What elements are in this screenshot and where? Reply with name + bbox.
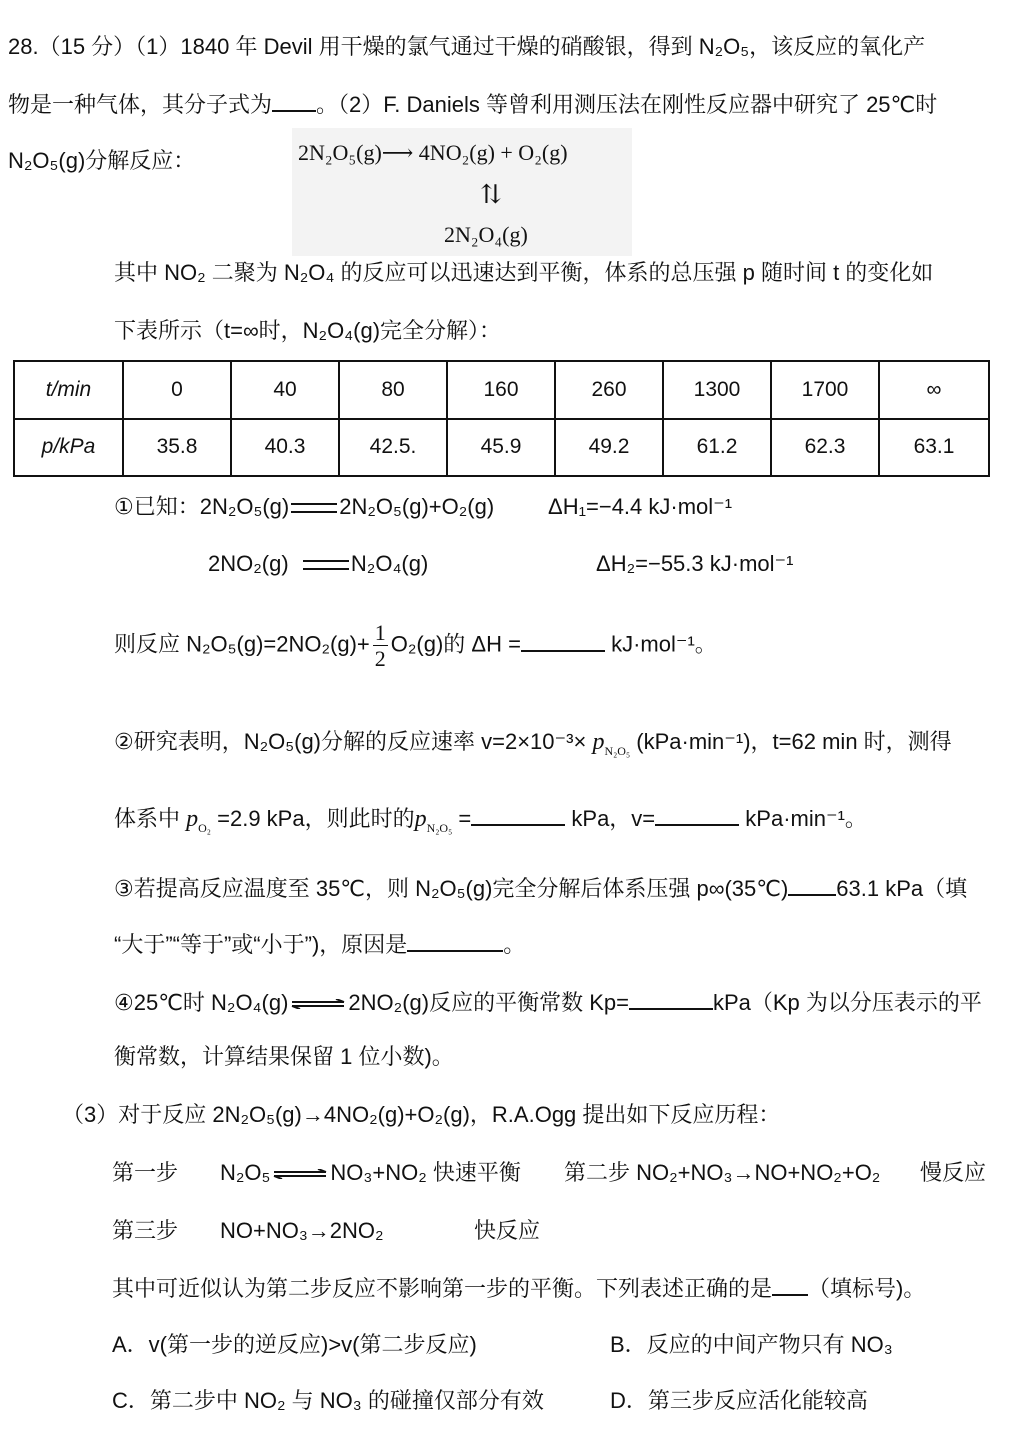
part2-line-1-b: (kPa·min⁻¹)，t=62 min 时，测得 bbox=[636, 729, 952, 754]
part2-line-2-a: 体系中 bbox=[114, 806, 181, 831]
step1-equation bbox=[220, 1162, 521, 1184]
p-n2o5-blank bbox=[471, 806, 565, 826]
table-header-time: t/min bbox=[14, 361, 123, 419]
reaction-scheme bbox=[292, 128, 632, 256]
table-cell: 260 bbox=[555, 361, 663, 419]
equals-double-line bbox=[291, 503, 337, 513]
table-cell: 40 bbox=[231, 361, 339, 419]
part2-line-2-d: kPa，v= bbox=[571, 806, 656, 831]
option-d: D．第三步反应活化能较高 bbox=[610, 1388, 868, 1413]
step3-equation: NO+NO₃→2NO₂ bbox=[220, 1218, 384, 1243]
step3-rate: 快反应 bbox=[474, 1218, 541, 1243]
kp-blank bbox=[629, 990, 713, 1010]
part4-line-1-c: kPa（Kp 为以分压表示的平 bbox=[712, 990, 982, 1015]
part3-line-2-a: “大于”“等于”或“小于”)，原因是 bbox=[114, 932, 408, 957]
then-b: O₂(g)的 ΔH = bbox=[390, 631, 521, 657]
table-cell: 49.2 bbox=[555, 419, 663, 477]
table-cell: 1700 bbox=[771, 361, 879, 419]
part2-line-2 bbox=[114, 806, 867, 835]
pressure-time-table bbox=[13, 360, 990, 477]
equilibrium-arrow-icon bbox=[272, 1169, 328, 1179]
part2-line-1-a: ②研究表明，N₂O₅(g)分解的反应速率 v=2×10⁻³× bbox=[114, 729, 587, 754]
formula-answer-blank bbox=[272, 92, 316, 112]
table-row-pressure bbox=[14, 419, 989, 477]
table-cell: 0 bbox=[123, 361, 231, 419]
part4-line-1 bbox=[114, 990, 982, 1014]
intro-line-1: 其中 NO₂ 二聚为 N₂O₄ 的反应可以迅速达到平衡，体系的总压强 p 随时间 t 的变化如 bbox=[114, 260, 934, 285]
step2-rate: 慢反应 bbox=[920, 1160, 987, 1185]
scheme-bottom: 2N₂O₄(g) bbox=[444, 222, 528, 247]
delta-h1: ΔH₁=−4.4 kJ·mol⁻¹ bbox=[548, 494, 733, 519]
part4-line-1-b: 2NO₂(g)反应的平衡常数 Kp= bbox=[348, 990, 629, 1015]
then-a: 则反应 N₂O₅(g)=2NO₂(g)+ bbox=[114, 631, 370, 657]
part1-line-2 bbox=[208, 553, 428, 575]
p-n2o5-symbol: $p_{N_2O_5}$ bbox=[414, 806, 453, 835]
delta-h-blank bbox=[521, 632, 605, 652]
question-line-2-b: 。（2）F. Daniels 等曾利用测压法在刚性反应器中研究了 25℃时 bbox=[316, 92, 938, 117]
table-cell: 61.2 bbox=[663, 419, 771, 477]
p-o2-symbol: $p_{O_2}$ bbox=[186, 806, 211, 835]
question-line-2 bbox=[8, 92, 937, 116]
step1-a: N₂O₅ bbox=[220, 1160, 271, 1185]
part4-line-2: 衡常数，计算结果保留 1 位小数)。 bbox=[114, 1044, 454, 1069]
part2-line-2-e: kPa·min⁻¹。 bbox=[745, 806, 867, 831]
table-cell: 40.3 bbox=[231, 419, 339, 477]
table-row-time bbox=[14, 361, 989, 419]
intro-line-2: 下表所示（t=∞时，N₂O₄(g)完全分解）： bbox=[114, 318, 502, 343]
part3-line-2 bbox=[114, 932, 525, 956]
table-cell: ∞ bbox=[879, 361, 989, 419]
part1-line-1 bbox=[114, 496, 494, 518]
delta-h2: ΔH₂=−55.3 kJ·mol⁻¹ bbox=[596, 551, 794, 576]
question-line-1: 28.（15 分）（1）1840 年 Devil 用干燥的氯气通过干燥的硝酸银，得到 N₂O₅，该反应的氧化产 bbox=[8, 34, 926, 59]
eq2-rhs: N₂O₄(g) bbox=[350, 551, 429, 576]
part4-line-1-a: ④25℃时 N₂O₄(g) bbox=[114, 990, 289, 1015]
table-cell: 1300 bbox=[663, 361, 771, 419]
option-b: B．反应的中间产物只有 NO₃ bbox=[610, 1332, 893, 1357]
compare-blank bbox=[788, 876, 836, 896]
question-line-3: N₂O₅(g)分解反应： bbox=[8, 148, 196, 173]
option-a: A．v(第一步的逆反应)>v(第二步反应) bbox=[112, 1332, 477, 1357]
table-cell: 80 bbox=[339, 361, 447, 419]
part-3-note bbox=[112, 1276, 925, 1300]
choice-blank bbox=[772, 1276, 808, 1296]
note-b: （填标号)。 bbox=[808, 1276, 926, 1301]
table-header-pressure: p/kPa bbox=[14, 419, 123, 477]
step1-b: NO₃+NO₂ 快速平衡 bbox=[330, 1160, 521, 1185]
table-cell: 63.1 bbox=[879, 419, 989, 477]
reason-blank bbox=[407, 932, 503, 952]
part3-line-1-b: 63.1 kPa（填 bbox=[836, 876, 968, 901]
question-line-2-a: 物是一种气体，其分子式为 bbox=[8, 92, 273, 117]
one-half-fraction: $\frac{1}{2}$ bbox=[374, 620, 386, 672]
table-cell: 45.9 bbox=[447, 419, 555, 477]
part2-line-2-c: = bbox=[458, 806, 472, 831]
part2-line-1 bbox=[114, 729, 952, 758]
part1-rhs: 2N₂O₅(g)+O₂(g) bbox=[339, 494, 495, 519]
p-n2o5-symbol: $p_{N_2O_5}$ bbox=[592, 729, 631, 758]
table-cell: 35.8 bbox=[123, 419, 231, 477]
part3-line-1-a: ③若提高反应温度至 35℃，则 N₂O₅(g)完全分解后体系压强 p∞(35℃) bbox=[114, 876, 789, 901]
scheme-equilibrium-arrows: ⇅ bbox=[480, 180, 502, 209]
equilibrium-arrow-icon bbox=[290, 999, 346, 1009]
then-c: kJ·mol⁻¹。 bbox=[611, 631, 717, 657]
table-cell: 62.3 bbox=[771, 419, 879, 477]
option-c: C．第二步中 NO₂ 与 NO₃ 的碰撞仅部分有效 bbox=[112, 1388, 544, 1413]
step3-label: 第三步 bbox=[112, 1218, 179, 1243]
part3-line-1 bbox=[114, 876, 967, 900]
rate-blank bbox=[655, 806, 739, 826]
scheme-top: 2N₂O₅(g)⟶ 4NO₂(g) + O₂(g) bbox=[298, 140, 568, 165]
part1-then-line bbox=[114, 620, 717, 672]
table-cell: 160 bbox=[447, 361, 555, 419]
note-a: 其中可近似认为第二步反应不影响第一步的平衡。下列表述正确的是 bbox=[112, 1276, 773, 1301]
part2-line-2-b: =2.9 kPa，则此时的 bbox=[217, 806, 415, 831]
equals-double-line bbox=[303, 560, 349, 570]
table-cell: 42.5. bbox=[339, 419, 447, 477]
eq2-lhs: 2NO₂(g) bbox=[208, 551, 289, 576]
part1-label: ①已知：2N₂O₅(g) bbox=[114, 494, 290, 519]
step1-label: 第一步 bbox=[112, 1160, 179, 1185]
part-3-line-1: （3）对于反应 2N₂O₅(g)→4NO₂(g)+O₂(g)，R.A.Ogg 提出如下反应历程： bbox=[62, 1102, 781, 1127]
part3-line-2-b: 。 bbox=[503, 932, 526, 957]
step2-equation: 第二步 NO₂+NO₃→NO+NO₂+O₂ bbox=[564, 1160, 881, 1185]
